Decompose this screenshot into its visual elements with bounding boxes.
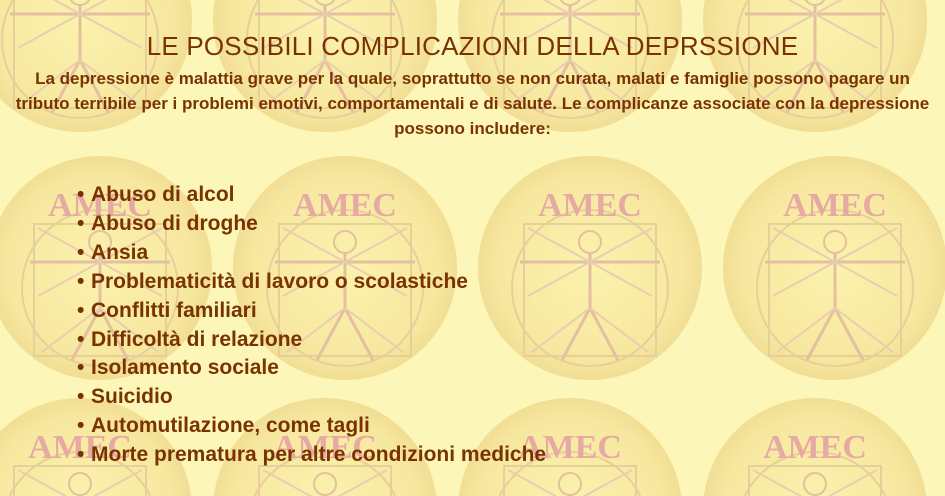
- intro-paragraph: La depressione è malattia grave per la quale, soprattutto se non curata, malati e famiglie possono pagare un tributo terribile per i problemi emotivi, comportamentali e di salute. Le complicanze associate con la depressione possono includere:: [15, 69, 930, 138]
- list-item-label: Isolamento sociale: [91, 356, 279, 380]
- list-item: [77, 239, 546, 268]
- complications-list: [77, 181, 546, 470]
- list-item: [77, 354, 546, 383]
- bullet-icon: •: [77, 356, 85, 380]
- list-item-label: Suicidio: [91, 385, 173, 409]
- list-item-label: Automutilazione, come tagli: [91, 414, 370, 438]
- bullet-icon: •: [77, 183, 85, 206]
- bullet-icon: •: [77, 414, 85, 438]
- list-item: [77, 210, 546, 239]
- list-item-label: Difficoltà di relazione: [91, 327, 303, 351]
- list-item: [77, 268, 546, 297]
- bullet-icon: •: [77, 269, 85, 293]
- list-item-label: Morte prematura per altre condizioni mediche: [91, 443, 547, 467]
- bullet-icon: •: [77, 211, 85, 235]
- list-item: [77, 297, 546, 326]
- slide-title: LE POSSIBILI COMPLICAZIONI DELLA DEPRSSIONE: [146, 31, 799, 61]
- bullet-icon: •: [77, 385, 85, 409]
- bullet-icon: •: [77, 240, 85, 264]
- list-item: [77, 326, 546, 355]
- list-item-label: Problematicità di lavoro o scolastiche: [91, 269, 468, 293]
- bullet-icon: •: [77, 443, 85, 467]
- list-item: [77, 383, 546, 412]
- list-item-label: Abuso di droghe: [91, 211, 258, 235]
- list-item: [77, 412, 546, 441]
- list-item-label: Ansia: [91, 240, 149, 264]
- list-item: [77, 181, 546, 210]
- bullet-icon: •: [77, 298, 85, 322]
- list-item: [77, 441, 546, 470]
- list-item-label: Abuso di alcol: [91, 183, 235, 206]
- list-item-label: Conflitti familiari: [91, 298, 257, 322]
- bullet-icon: •: [77, 327, 85, 351]
